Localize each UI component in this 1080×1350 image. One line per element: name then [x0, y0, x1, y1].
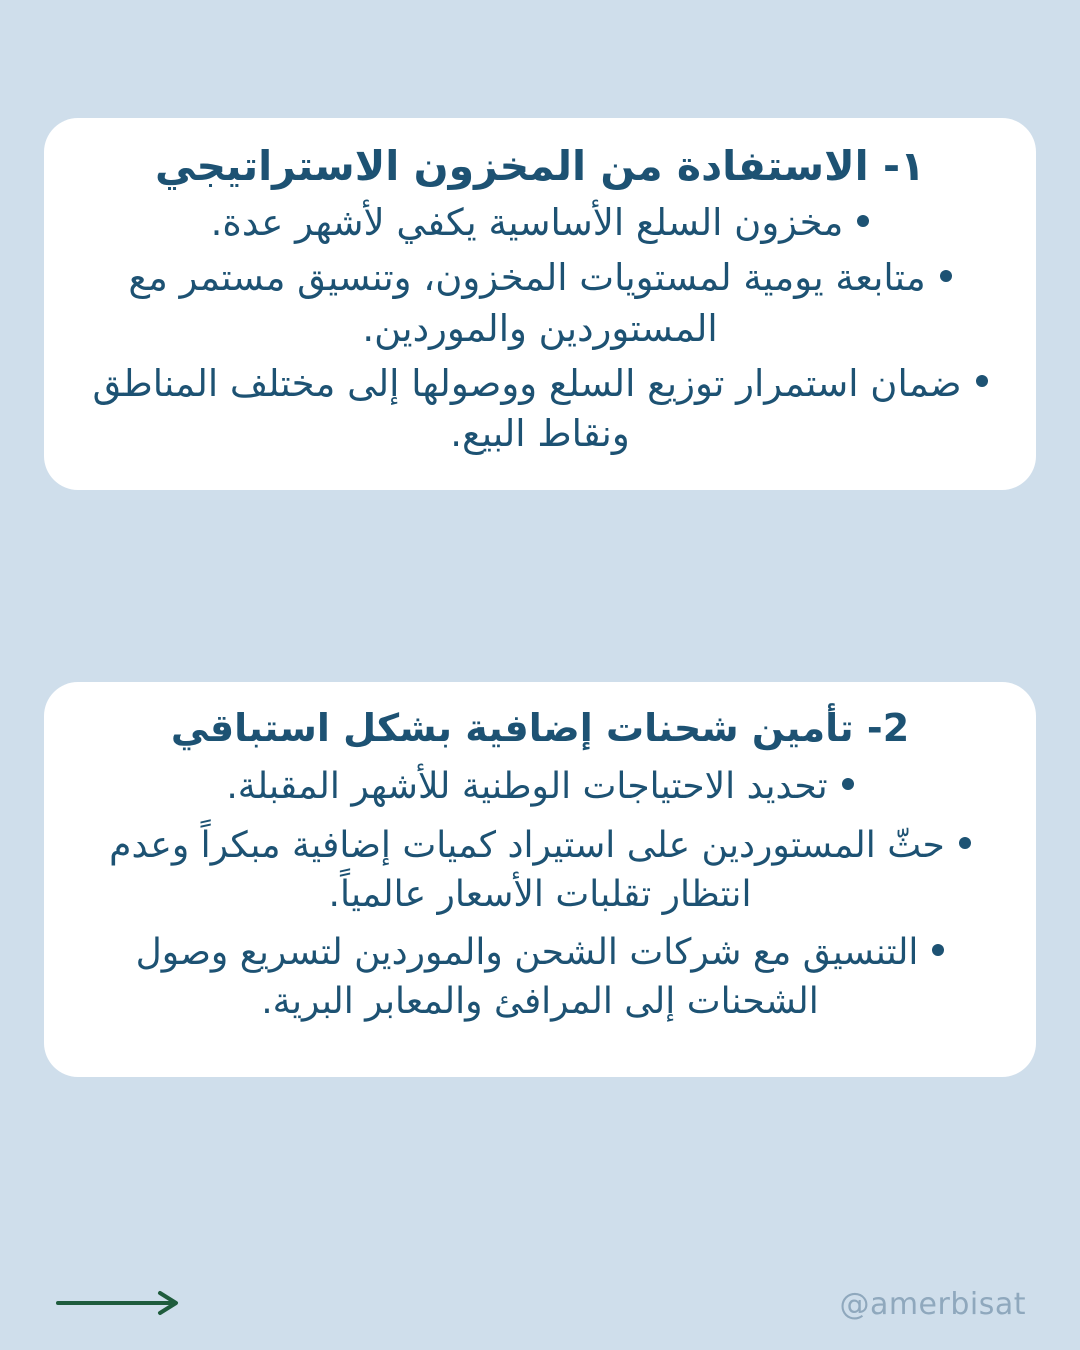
bullet-text: التنسيق مع شركات الشحن والموردين لتسريع وصول الشحنات إلى المرافئ والمعابر البرية. [135, 932, 919, 1023]
bullet-text: ضمان استمرار توزيع السلع ووصولها إلى مختلف المناطق ونقاط البيع. [92, 361, 962, 456]
list-item [78, 253, 1002, 354]
bullet-dot-icon [842, 778, 854, 790]
card-1-bullet-list [78, 198, 1002, 459]
bullet-dot-icon [976, 375, 988, 387]
account-handle: @amerbisat [839, 1287, 1026, 1322]
bullet-dot-icon [959, 837, 971, 849]
list-item [78, 198, 1002, 249]
list-item [78, 929, 1002, 1027]
bullet-text: حثّ المستوردين على استيراد كميات إضافية مبكراً وعدم انتظار تقلبات الأسعار عالمياً. [109, 824, 945, 915]
card-2-bullet-list [78, 763, 1002, 1028]
arrow-right-icon[interactable] [56, 1290, 186, 1316]
bullet-dot-icon [940, 270, 952, 282]
card-1-title: ١- الاستفادة من المخزون الاستراتيجي [154, 142, 926, 190]
bullet-dot-icon [932, 944, 944, 956]
list-item [78, 822, 1002, 920]
content-card-2 [44, 682, 1036, 1077]
card-2-title: 2- تأمين شحنات إضافية بشكل استباقي [170, 706, 910, 750]
list-item [78, 359, 1002, 460]
footer [0, 1232, 1080, 1350]
bullet-text: مخزون السلع الأساسية يكفي لأشهر عدة. [210, 201, 844, 245]
bullet-text: تحديد الاحتياجات الوطنية للأشهر المقبلة. [226, 765, 828, 807]
bullet-text: متابعة يومية لمستويات المخزون، وتنسيق مستمر مع المستوردين والموردين. [128, 256, 926, 350]
bullet-dot-icon [857, 215, 869, 227]
content-card-1 [44, 118, 1036, 490]
list-item [78, 763, 1002, 812]
